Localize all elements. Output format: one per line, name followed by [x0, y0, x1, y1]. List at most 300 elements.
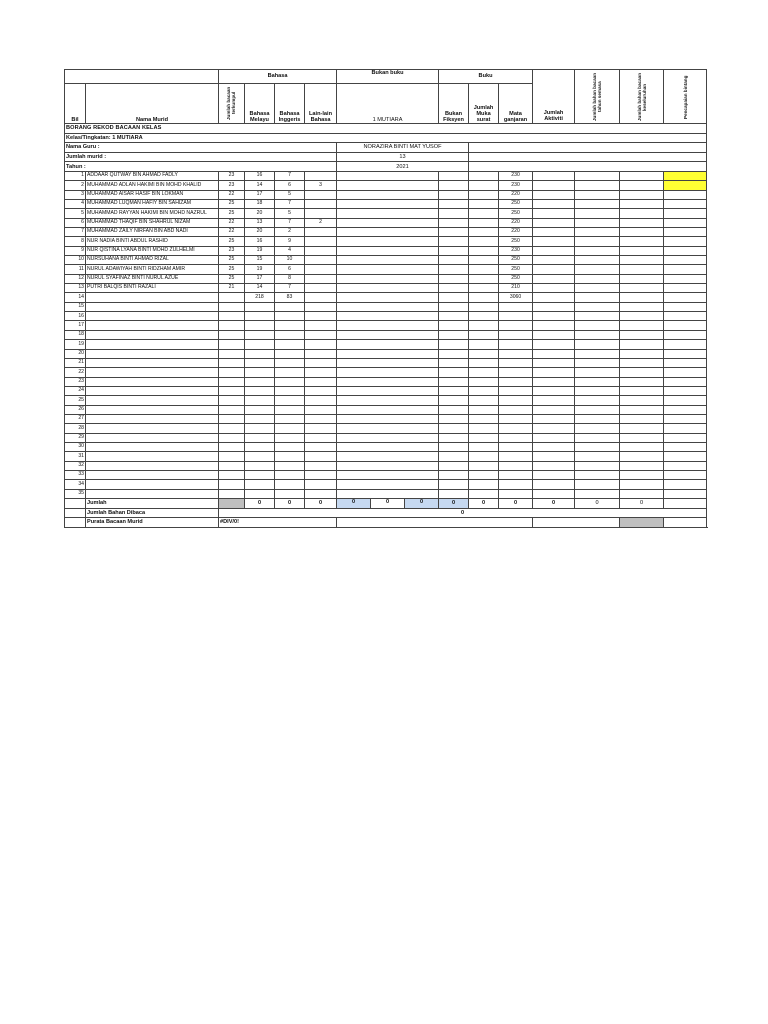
mata-ganjaran-cell[interactable]: 230 [499, 246, 533, 255]
mata-ganjaran-cell[interactable]: 250 [499, 237, 533, 246]
bahan-keseluruhan-cell[interactable] [620, 218, 664, 227]
bahasa-inggeris-cell[interactable]: 5 [275, 209, 305, 218]
student-name-cell[interactable]: NUR QISTINA LYANA BINTI MOHD ZULHELMI [86, 246, 219, 255]
bahasa-melayu-cell[interactable] [245, 424, 275, 433]
student-name-cell[interactable]: ADDAAR QUTWAY BIN AHMAD FADLY [86, 171, 219, 180]
bil-cell[interactable]: 13 [65, 284, 86, 293]
bukan-fiksyen-cell[interactable] [439, 424, 469, 433]
bukan-fiksyen-cell[interactable] [439, 461, 469, 470]
mata-ganjaran-cell[interactable] [499, 442, 533, 451]
student-name-cell[interactable]: MUHAMMAD RAYYAN HAKIMI BIN MOHD NAZRUL [86, 209, 219, 218]
bil-cell[interactable]: 17 [65, 321, 86, 330]
bahan-semasa-cell[interactable] [575, 489, 620, 498]
lain-lain-cell[interactable] [305, 256, 337, 265]
jumlah-bacaan-cell[interactable] [219, 386, 245, 395]
bahan-semasa-cell[interactable] [575, 480, 620, 489]
bahan-keseluruhan-cell[interactable] [620, 470, 664, 479]
bukan-buku-cell[interactable] [337, 414, 439, 423]
bil-cell[interactable]: 26 [65, 405, 86, 414]
pencapaian-cell[interactable] [664, 349, 707, 358]
mata-ganjaran-cell[interactable]: 250 [499, 200, 533, 209]
bil-cell[interactable]: 20 [65, 349, 86, 358]
bahan-keseluruhan-cell[interactable] [620, 452, 664, 461]
bahan-keseluruhan-cell[interactable] [620, 312, 664, 321]
students-value[interactable]: 13 [337, 152, 469, 162]
student-name-cell[interactable] [86, 302, 219, 311]
bahasa-inggeris-cell[interactable]: 5 [275, 190, 305, 199]
bahasa-melayu-cell[interactable] [245, 489, 275, 498]
bahan-keseluruhan-cell[interactable] [620, 321, 664, 330]
bukan-buku-cell[interactable] [337, 209, 439, 218]
bahan-keseluruhan-cell[interactable] [620, 256, 664, 265]
bahan-semasa-cell[interactable] [575, 368, 620, 377]
bahasa-melayu-cell[interactable]: 19 [245, 246, 275, 255]
bahasa-melayu-cell[interactable] [245, 452, 275, 461]
pencapaian-cell[interactable] [664, 293, 707, 302]
student-name-cell[interactable] [86, 396, 219, 405]
bahasa-inggeris-cell[interactable] [275, 368, 305, 377]
bahan-keseluruhan-cell[interactable] [620, 237, 664, 246]
bahasa-melayu-cell[interactable]: 13 [245, 218, 275, 227]
student-name-cell[interactable] [86, 442, 219, 451]
lain-lain-cell[interactable] [305, 470, 337, 479]
muka-surat-cell[interactable] [469, 368, 499, 377]
lain-lain-cell[interactable] [305, 274, 337, 283]
pencapaian-cell[interactable] [664, 190, 707, 199]
lain-lain-cell[interactable] [305, 442, 337, 451]
bahan-semasa-cell[interactable] [575, 442, 620, 451]
mata-ganjaran-cell[interactable] [499, 489, 533, 498]
aktiviti-cell[interactable] [533, 265, 575, 274]
student-name-cell[interactable] [86, 312, 219, 321]
bil-cell[interactable]: 21 [65, 358, 86, 367]
bahasa-melayu-cell[interactable] [245, 302, 275, 311]
bil-cell[interactable]: 33 [65, 470, 86, 479]
lain-lain-cell[interactable] [305, 209, 337, 218]
jumlah-bacaan-cell[interactable] [219, 405, 245, 414]
bahasa-melayu-cell[interactable] [245, 461, 275, 470]
bahasa-melayu-cell[interactable]: 20 [245, 209, 275, 218]
student-name-cell[interactable] [86, 405, 219, 414]
muka-surat-cell[interactable] [469, 349, 499, 358]
jumlah-cell[interactable]: 0 [620, 499, 664, 509]
bahasa-inggeris-cell[interactable]: 2 [275, 228, 305, 237]
bahan-keseluruhan-cell[interactable] [620, 228, 664, 237]
mata-ganjaran-cell[interactable]: 250 [499, 274, 533, 283]
bukan-fiksyen-cell[interactable] [439, 181, 469, 190]
bukan-buku-cell[interactable] [337, 293, 439, 302]
aktiviti-cell[interactable] [533, 218, 575, 227]
bukan-buku-cell[interactable] [337, 171, 439, 180]
student-name-cell[interactable] [86, 461, 219, 470]
aktiviti-cell[interactable] [533, 256, 575, 265]
lain-lain-cell[interactable] [305, 386, 337, 395]
mata-ganjaran-cell[interactable] [499, 396, 533, 405]
bukan-fiksyen-cell[interactable] [439, 171, 469, 180]
muka-surat-cell[interactable] [469, 171, 499, 180]
student-name-cell[interactable] [86, 330, 219, 339]
mata-ganjaran-cell[interactable] [499, 312, 533, 321]
bahan-semasa-cell[interactable] [575, 209, 620, 218]
bahasa-inggeris-cell[interactable] [275, 321, 305, 330]
lain-lain-cell[interactable] [305, 246, 337, 255]
aktiviti-cell[interactable] [533, 228, 575, 237]
bukan-buku-cell[interactable] [337, 237, 439, 246]
jumlah-cell[interactable]: 0 [499, 499, 533, 509]
bahasa-inggeris-cell[interactable] [275, 489, 305, 498]
student-name-cell[interactable]: MUHAMMAD THAQIF BIN SHAHRUL NIZAM [86, 218, 219, 227]
bahasa-melayu-cell[interactable]: 19 [245, 265, 275, 274]
jumlah-bacaan-cell[interactable]: 25 [219, 237, 245, 246]
lain-lain-cell[interactable] [305, 358, 337, 367]
lain-lain-cell[interactable] [305, 171, 337, 180]
pencapaian-cell[interactable] [664, 340, 707, 349]
lain-lain-cell[interactable] [305, 433, 337, 442]
bukan-buku-cell[interactable] [337, 218, 439, 227]
pencapaian-cell[interactable] [664, 218, 707, 227]
jumlah-bacaan-cell[interactable]: 25 [219, 200, 245, 209]
aktiviti-cell[interactable] [533, 200, 575, 209]
jumlah-bacaan-cell[interactable] [219, 377, 245, 386]
student-name-cell[interactable] [86, 293, 219, 302]
bil-cell[interactable]: 14 [65, 293, 86, 302]
bukan-fiksyen-cell[interactable] [439, 480, 469, 489]
bukan-fiksyen-cell[interactable] [439, 246, 469, 255]
bil-cell[interactable]: 34 [65, 480, 86, 489]
muka-surat-cell[interactable] [469, 256, 499, 265]
bil-cell[interactable]: 5 [65, 209, 86, 218]
bil-cell[interactable]: 27 [65, 414, 86, 423]
bil-cell[interactable]: 11 [65, 265, 86, 274]
pencapaian-cell[interactable] [664, 358, 707, 367]
lain-lain-cell[interactable] [305, 312, 337, 321]
jumlah-cell[interactable]: 0 [405, 499, 438, 508]
muka-surat-cell[interactable] [469, 461, 499, 470]
aktiviti-cell[interactable] [533, 190, 575, 199]
aktiviti-cell[interactable] [533, 470, 575, 479]
bahan-semasa-cell[interactable] [575, 424, 620, 433]
muka-surat-cell[interactable] [469, 302, 499, 311]
jumlah-bacaan-cell[interactable] [219, 461, 245, 470]
mata-ganjaran-cell[interactable] [499, 330, 533, 339]
pencapaian-cell[interactable] [664, 461, 707, 470]
bukan-fiksyen-cell[interactable] [439, 274, 469, 283]
aktiviti-cell[interactable] [533, 489, 575, 498]
aktiviti-cell[interactable] [533, 368, 575, 377]
bukan-fiksyen-cell[interactable] [439, 293, 469, 302]
aktiviti-cell[interactable] [533, 321, 575, 330]
bukan-buku-cell[interactable] [337, 461, 439, 470]
mata-ganjaran-cell[interactable]: 220 [499, 218, 533, 227]
aktiviti-cell[interactable] [533, 293, 575, 302]
bahan-keseluruhan-cell[interactable] [620, 340, 664, 349]
jumlah-bacaan-cell[interactable]: 21 [219, 284, 245, 293]
bil-cell[interactable]: 23 [65, 377, 86, 386]
bahan-semasa-cell[interactable] [575, 293, 620, 302]
bahan-semasa-cell[interactable] [575, 302, 620, 311]
bahan-keseluruhan-cell[interactable] [620, 405, 664, 414]
pencapaian-cell[interactable] [664, 265, 707, 274]
bahan-keseluruhan-cell[interactable] [620, 414, 664, 423]
jumlah-bacaan-cell[interactable] [219, 424, 245, 433]
pencapaian-cell[interactable] [664, 302, 707, 311]
bukan-fiksyen-cell[interactable] [439, 200, 469, 209]
bahasa-melayu-cell[interactable] [245, 480, 275, 489]
aktiviti-cell[interactable] [533, 340, 575, 349]
jumlah-cell[interactable]: 0 [305, 499, 337, 509]
jumlah-bacaan-cell[interactable] [219, 480, 245, 489]
jumlah-bacaan-cell[interactable]: 23 [219, 181, 245, 190]
bahasa-melayu-cell[interactable]: 17 [245, 190, 275, 199]
aktiviti-cell[interactable] [533, 358, 575, 367]
jumlah-bacaan-cell[interactable] [219, 433, 245, 442]
bukan-fiksyen-cell[interactable] [439, 237, 469, 246]
aktiviti-cell[interactable] [533, 424, 575, 433]
bahasa-melayu-cell[interactable] [245, 330, 275, 339]
jumlah-cell[interactable]: 0 [469, 499, 499, 509]
student-name-cell[interactable] [86, 358, 219, 367]
bukan-buku-cell[interactable] [337, 480, 439, 489]
bahan-semasa-cell[interactable] [575, 414, 620, 423]
bahan-semasa-cell[interactable] [575, 237, 620, 246]
bahasa-inggeris-cell[interactable] [275, 442, 305, 451]
aktiviti-cell[interactable] [533, 480, 575, 489]
lain-lain-cell[interactable] [305, 330, 337, 339]
aktiviti-cell[interactable] [533, 209, 575, 218]
bahasa-inggeris-cell[interactable] [275, 452, 305, 461]
lain-lain-cell[interactable] [305, 340, 337, 349]
bil-cell[interactable]: 24 [65, 386, 86, 395]
mata-ganjaran-cell[interactable]: 230 [499, 171, 533, 180]
jumlah-bacaan-cell[interactable] [219, 340, 245, 349]
pencapaian-cell[interactable] [664, 330, 707, 339]
bil-cell[interactable]: 12 [65, 274, 86, 283]
mata-ganjaran-cell[interactable] [499, 461, 533, 470]
muka-surat-cell[interactable] [469, 237, 499, 246]
bukan-fiksyen-cell[interactable] [439, 405, 469, 414]
mata-ganjaran-cell[interactable]: 220 [499, 228, 533, 237]
bahan-semasa-cell[interactable] [575, 256, 620, 265]
bahan-semasa-cell[interactable] [575, 190, 620, 199]
bukan-buku-cell[interactable] [337, 330, 439, 339]
pencapaian-cell[interactable] [664, 396, 707, 405]
pencapaian-cell[interactable] [664, 274, 707, 283]
jumlah-bacaan-cell[interactable] [219, 396, 245, 405]
lain-lain-cell[interactable] [305, 489, 337, 498]
lain-lain-cell[interactable] [305, 368, 337, 377]
mata-ganjaran-cell[interactable] [499, 452, 533, 461]
bahan-semasa-cell[interactable] [575, 312, 620, 321]
bukan-buku-cell[interactable] [337, 442, 439, 451]
bukan-buku-cell[interactable] [337, 228, 439, 237]
bahasa-inggeris-cell[interactable]: 8 [275, 274, 305, 283]
muka-surat-cell[interactable] [469, 265, 499, 274]
bahasa-inggeris-cell[interactable] [275, 433, 305, 442]
bukan-fiksyen-cell[interactable] [439, 190, 469, 199]
bil-cell[interactable]: 1 [65, 171, 86, 180]
bahasa-melayu-cell[interactable] [245, 312, 275, 321]
bukan-fiksyen-cell[interactable] [439, 228, 469, 237]
bahasa-melayu-cell[interactable]: 18 [245, 200, 275, 209]
bahasa-inggeris-cell[interactable] [275, 349, 305, 358]
student-name-cell[interactable] [86, 349, 219, 358]
bukan-fiksyen-cell[interactable] [439, 358, 469, 367]
bil-cell[interactable]: 6 [65, 218, 86, 227]
bahan-semasa-cell[interactable] [575, 200, 620, 209]
bahasa-inggeris-cell[interactable] [275, 312, 305, 321]
mata-ganjaran-cell[interactable] [499, 368, 533, 377]
muka-surat-cell[interactable] [469, 358, 499, 367]
bukan-fiksyen-cell[interactable] [439, 442, 469, 451]
muka-surat-cell[interactable] [469, 321, 499, 330]
bukan-fiksyen-cell[interactable] [439, 256, 469, 265]
bukan-buku-cell[interactable] [337, 405, 439, 414]
bukan-buku-cell[interactable] [337, 349, 439, 358]
muka-surat-cell[interactable] [469, 489, 499, 498]
pencapaian-cell[interactable] [664, 452, 707, 461]
jumlah-bacaan-cell[interactable] [219, 330, 245, 339]
lain-lain-cell[interactable] [305, 424, 337, 433]
lain-lain-cell[interactable] [305, 190, 337, 199]
pencapaian-cell[interactable] [664, 377, 707, 386]
lain-lain-cell[interactable]: 3 [305, 181, 337, 190]
bahasa-melayu-cell[interactable]: 15 [245, 256, 275, 265]
bukan-fiksyen-cell[interactable] [439, 349, 469, 358]
jumlah-cell[interactable]: 0 [533, 499, 575, 509]
aktiviti-cell[interactable] [533, 274, 575, 283]
pencapaian-cell[interactable] [664, 489, 707, 498]
teacher-value[interactable]: NORAZIRA BINTI MAT YUSOF [337, 143, 469, 153]
jumlah-cell[interactable]: 0 [371, 499, 405, 508]
bahasa-melayu-cell[interactable] [245, 442, 275, 451]
bahasa-inggeris-cell[interactable]: 83 [275, 293, 305, 302]
bukan-buku-cell[interactable] [337, 358, 439, 367]
pencapaian-cell[interactable] [664, 470, 707, 479]
pencapaian-cell[interactable] [664, 312, 707, 321]
bahasa-melayu-cell[interactable]: 20 [245, 228, 275, 237]
student-name-cell[interactable] [86, 368, 219, 377]
bahan-semasa-cell[interactable] [575, 433, 620, 442]
aktiviti-cell[interactable] [533, 386, 575, 395]
pencapaian-cell[interactable] [664, 386, 707, 395]
student-name-cell[interactable]: NUR NADIA BINTI ABDUL RASHID [86, 237, 219, 246]
bukan-buku-cell[interactable] [337, 284, 439, 293]
bahasa-inggeris-cell[interactable] [275, 377, 305, 386]
bukan-buku-cell[interactable] [337, 396, 439, 405]
bil-cell[interactable]: 28 [65, 424, 86, 433]
bukan-fiksyen-cell[interactable] [439, 396, 469, 405]
lain-lain-cell[interactable] [305, 414, 337, 423]
bahan-keseluruhan-cell[interactable] [620, 480, 664, 489]
pencapaian-cell[interactable] [664, 228, 707, 237]
student-name-cell[interactable]: NURUL SYAFINAZ BINTI NURUL AZUE [86, 274, 219, 283]
pencapaian-cell[interactable] [664, 405, 707, 414]
muka-surat-cell[interactable] [469, 190, 499, 199]
bil-cell[interactable]: 10 [65, 256, 86, 265]
bukan-fiksyen-cell[interactable] [439, 284, 469, 293]
bahan-semasa-cell[interactable] [575, 228, 620, 237]
jumlah-bacaan-cell[interactable]: 23 [219, 171, 245, 180]
muka-surat-cell[interactable] [469, 340, 499, 349]
pencapaian-cell[interactable] [664, 414, 707, 423]
aktiviti-cell[interactable] [533, 330, 575, 339]
bil-cell[interactable]: 3 [65, 190, 86, 199]
muka-surat-cell[interactable] [469, 433, 499, 442]
bil-cell[interactable]: 15 [65, 302, 86, 311]
student-name-cell[interactable] [86, 414, 219, 423]
lain-lain-cell[interactable] [305, 200, 337, 209]
bahan-keseluruhan-cell[interactable] [620, 302, 664, 311]
jumlah-bacaan-cell[interactable] [219, 368, 245, 377]
year-value[interactable]: 2021 [337, 162, 469, 172]
lain-lain-cell[interactable] [305, 377, 337, 386]
lain-lain-cell[interactable]: 2 [305, 218, 337, 227]
bahasa-inggeris-cell[interactable]: 7 [275, 284, 305, 293]
mata-ganjaran-cell[interactable] [499, 480, 533, 489]
bil-cell[interactable]: 18 [65, 330, 86, 339]
bil-cell[interactable]: 22 [65, 368, 86, 377]
student-name-cell[interactable] [86, 340, 219, 349]
pencapaian-cell[interactable] [664, 237, 707, 246]
bahasa-inggeris-cell[interactable] [275, 358, 305, 367]
bahan-keseluruhan-cell[interactable] [620, 489, 664, 498]
jumlah-bacaan-cell[interactable]: 22 [219, 228, 245, 237]
bil-cell[interactable]: 8 [65, 237, 86, 246]
pencapaian-cell[interactable] [664, 209, 707, 218]
bahasa-inggeris-cell[interactable]: 9 [275, 237, 305, 246]
bil-cell[interactable]: 2 [65, 181, 86, 190]
bahasa-melayu-cell[interactable] [245, 433, 275, 442]
muka-surat-cell[interactable] [469, 480, 499, 489]
muka-surat-cell[interactable] [469, 181, 499, 190]
jumlah-cell[interactable] [664, 499, 707, 509]
bahan-semasa-cell[interactable] [575, 171, 620, 180]
lain-lain-cell[interactable] [305, 302, 337, 311]
mata-ganjaran-cell[interactable]: 230 [499, 181, 533, 190]
bahasa-inggeris-cell[interactable] [275, 480, 305, 489]
aktiviti-cell[interactable] [533, 377, 575, 386]
pencapaian-cell[interactable] [664, 424, 707, 433]
bahasa-inggeris-cell[interactable] [275, 396, 305, 405]
student-name-cell[interactable] [86, 470, 219, 479]
bahasa-inggeris-cell[interactable] [275, 386, 305, 395]
bahasa-melayu-cell[interactable]: 14 [245, 181, 275, 190]
mata-ganjaran-cell[interactable] [499, 470, 533, 479]
student-name-cell[interactable]: MUHAMMAD ADLAN HAKIMI BIN MOHD KHALID [86, 181, 219, 190]
bahasa-inggeris-cell[interactable]: 6 [275, 265, 305, 274]
bahan-semasa-cell[interactable] [575, 265, 620, 274]
bukan-buku-cell[interactable] [337, 321, 439, 330]
muka-surat-cell[interactable] [469, 246, 499, 255]
bukan-buku-cell[interactable] [337, 246, 439, 255]
jumlah-bacaan-cell[interactable] [219, 489, 245, 498]
bahan-keseluruhan-cell[interactable] [620, 293, 664, 302]
mata-ganjaran-cell[interactable]: 210 [499, 284, 533, 293]
lain-lain-cell[interactable] [305, 452, 337, 461]
bukan-fiksyen-cell[interactable] [439, 330, 469, 339]
mata-ganjaran-cell[interactable] [499, 302, 533, 311]
jumlah-cell[interactable]: 0 [575, 499, 620, 509]
bahan-keseluruhan-cell[interactable] [620, 461, 664, 470]
pencapaian-cell[interactable] [664, 442, 707, 451]
aktiviti-cell[interactable] [533, 181, 575, 190]
bahan-keseluruhan-cell[interactable] [620, 274, 664, 283]
lain-lain-cell[interactable] [305, 461, 337, 470]
pencapaian-cell[interactable] [664, 200, 707, 209]
bahasa-inggeris-cell[interactable] [275, 470, 305, 479]
bahan-semasa-cell[interactable] [575, 470, 620, 479]
lain-lain-cell[interactable] [305, 480, 337, 489]
